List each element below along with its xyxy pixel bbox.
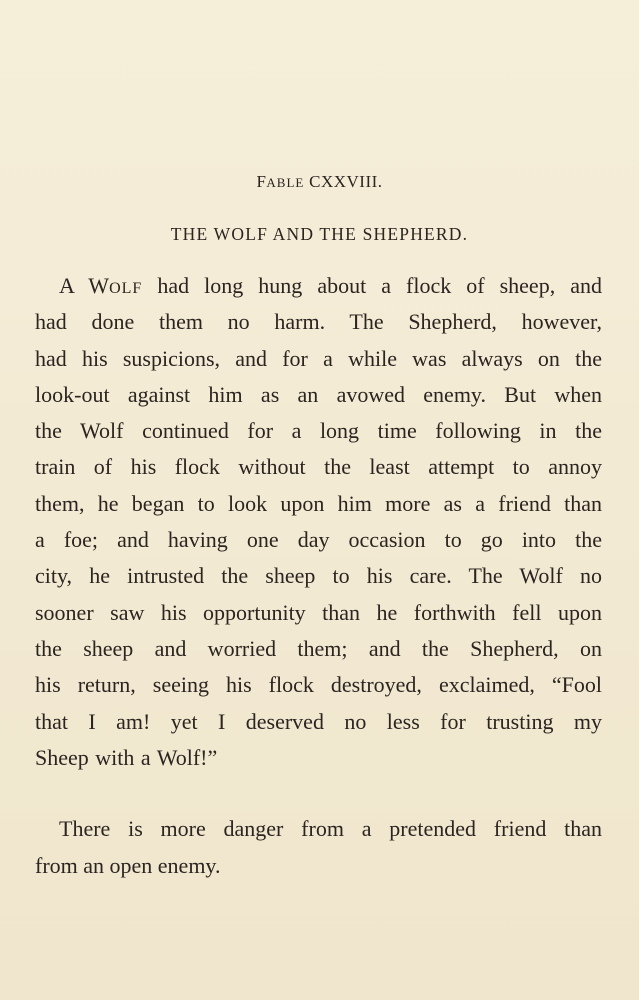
story-line: sooner saw his opportunity than he forthwith fell upon <box>35 599 602 625</box>
story-line: had done them no harm. The Shepherd, however, <box>35 309 602 335</box>
fable-word-rest: ABLE <box>266 175 305 190</box>
story-line: look-out against him as an avowed enemy. But when <box>35 381 602 407</box>
story-line: a foe; and having one day occasion to go into the <box>35 527 602 553</box>
story-line: had his suspicions, and for a while was always on the <box>35 345 602 371</box>
fable-numeral: CXXVIII. <box>309 172 383 191</box>
moral-line: There is more danger from a pretended friend than <box>59 816 602 841</box>
story-line: train of his flock without the least attempt to annoy <box>35 454 602 480</box>
opening-initial: A W <box>59 273 110 298</box>
fable-number <box>0 172 639 192</box>
story-line: his return, seeing his flock destroyed, exclaimed, “Fool <box>35 672 602 698</box>
story-line: Sheep with a Wolf!” <box>35 744 218 770</box>
story-line: the sheep and worried them; and the Shepherd, on <box>35 635 602 661</box>
fable-word-initial: F <box>256 172 267 191</box>
moral-text <box>35 811 602 884</box>
story-line: A WOLF had long hung about a flock of sheep, and <box>59 273 602 298</box>
moral-line: from an open enemy. <box>35 852 221 878</box>
opening-smallcaps: OLF <box>109 280 143 297</box>
story-line: the Wolf continued for a long time following in the <box>35 418 602 444</box>
fable-title: THE WOLF AND THE SHEPHERD. <box>170 224 469 244</box>
story-text <box>35 268 602 776</box>
story-line: that I am! yet I deserved no less for trusting my <box>35 708 602 734</box>
story-line: city, he intrusted the sheep to his care. The Wolf no <box>35 563 602 589</box>
story-line: them, he began to look upon him more as a friend than <box>35 490 602 516</box>
